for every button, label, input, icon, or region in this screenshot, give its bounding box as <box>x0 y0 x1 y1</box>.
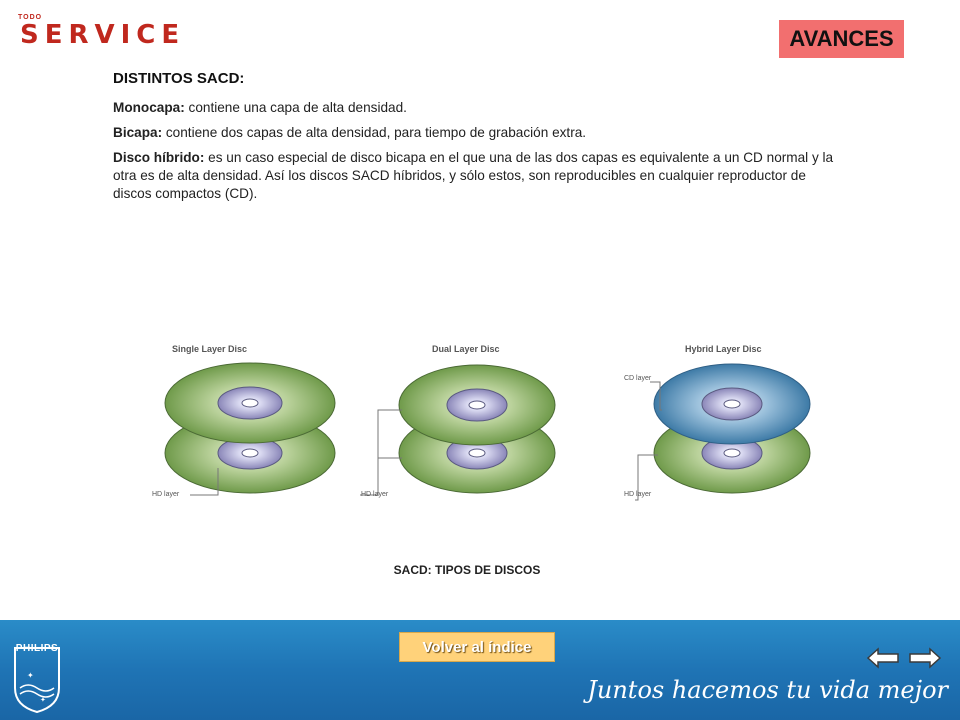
text-hibrido: es un caso especial de disco bicapa en el que una de las dos capas es equivalente a un CD normal y la otra es de alta densidad. Así los discos SACD híbridos, y sólo estos, son reproducibles en cualquier reproductor de discos compactos (CD). <box>113 150 834 201</box>
hybrid-disc-top <box>654 364 810 444</box>
panel-title-dual: Dual Layer Disc <box>432 344 500 354</box>
panel-title-single: Single Layer Disc <box>172 344 248 354</box>
term-hibrido: Disco híbrido: <box>113 150 205 165</box>
term-monocapa: Monocapa: <box>113 100 185 115</box>
discs-illustration <box>140 340 820 520</box>
back-to-index-button[interactable]: Volver al índice <box>399 632 555 662</box>
svg-text:✦: ✦ <box>27 671 34 680</box>
dual-disc-top <box>399 365 555 445</box>
text-monocapa: contiene una capa de alta densidad. <box>184 100 407 115</box>
todo-service-logo <box>18 14 186 54</box>
philips-brand-text: PHILIPS <box>15 643 59 654</box>
single-hd-label: HD layer <box>152 491 180 498</box>
left-arrow-icon[interactable] <box>866 646 900 670</box>
disc-types-figure <box>140 340 820 520</box>
slogan-text: Juntos hacemos tu vida mejor <box>587 676 948 704</box>
paragraph-monocapa <box>113 99 843 117</box>
paragraph-hibrido <box>113 149 843 203</box>
hybrid-cd-label: CD layer <box>624 375 652 382</box>
text-bicapa: contiene dos capas de alta densidad, para tiempo de grabación extra. <box>162 125 587 140</box>
logo-small-text: TODO <box>18 14 43 21</box>
panel-title-hybrid: Hybrid Layer Disc <box>685 344 762 354</box>
svg-text:✦: ✦ <box>40 697 46 704</box>
main-content <box>113 70 843 210</box>
hybrid-hd-label: HD layer <box>624 491 652 498</box>
avances-badge: AVANCES <box>779 20 904 58</box>
figure-caption: SACD: TIPOS DE DISCOS <box>393 563 541 577</box>
paragraph-bicapa <box>113 124 843 142</box>
right-arrow-icon[interactable] <box>908 646 942 670</box>
section-title: DISTINTOS SACD: <box>113 70 245 87</box>
term-bicapa: Bicapa: <box>113 125 163 140</box>
single-disc-top <box>165 363 335 443</box>
dual-hd-label: HD layer <box>361 491 389 498</box>
logo-main-text: SERVICE <box>20 20 186 50</box>
